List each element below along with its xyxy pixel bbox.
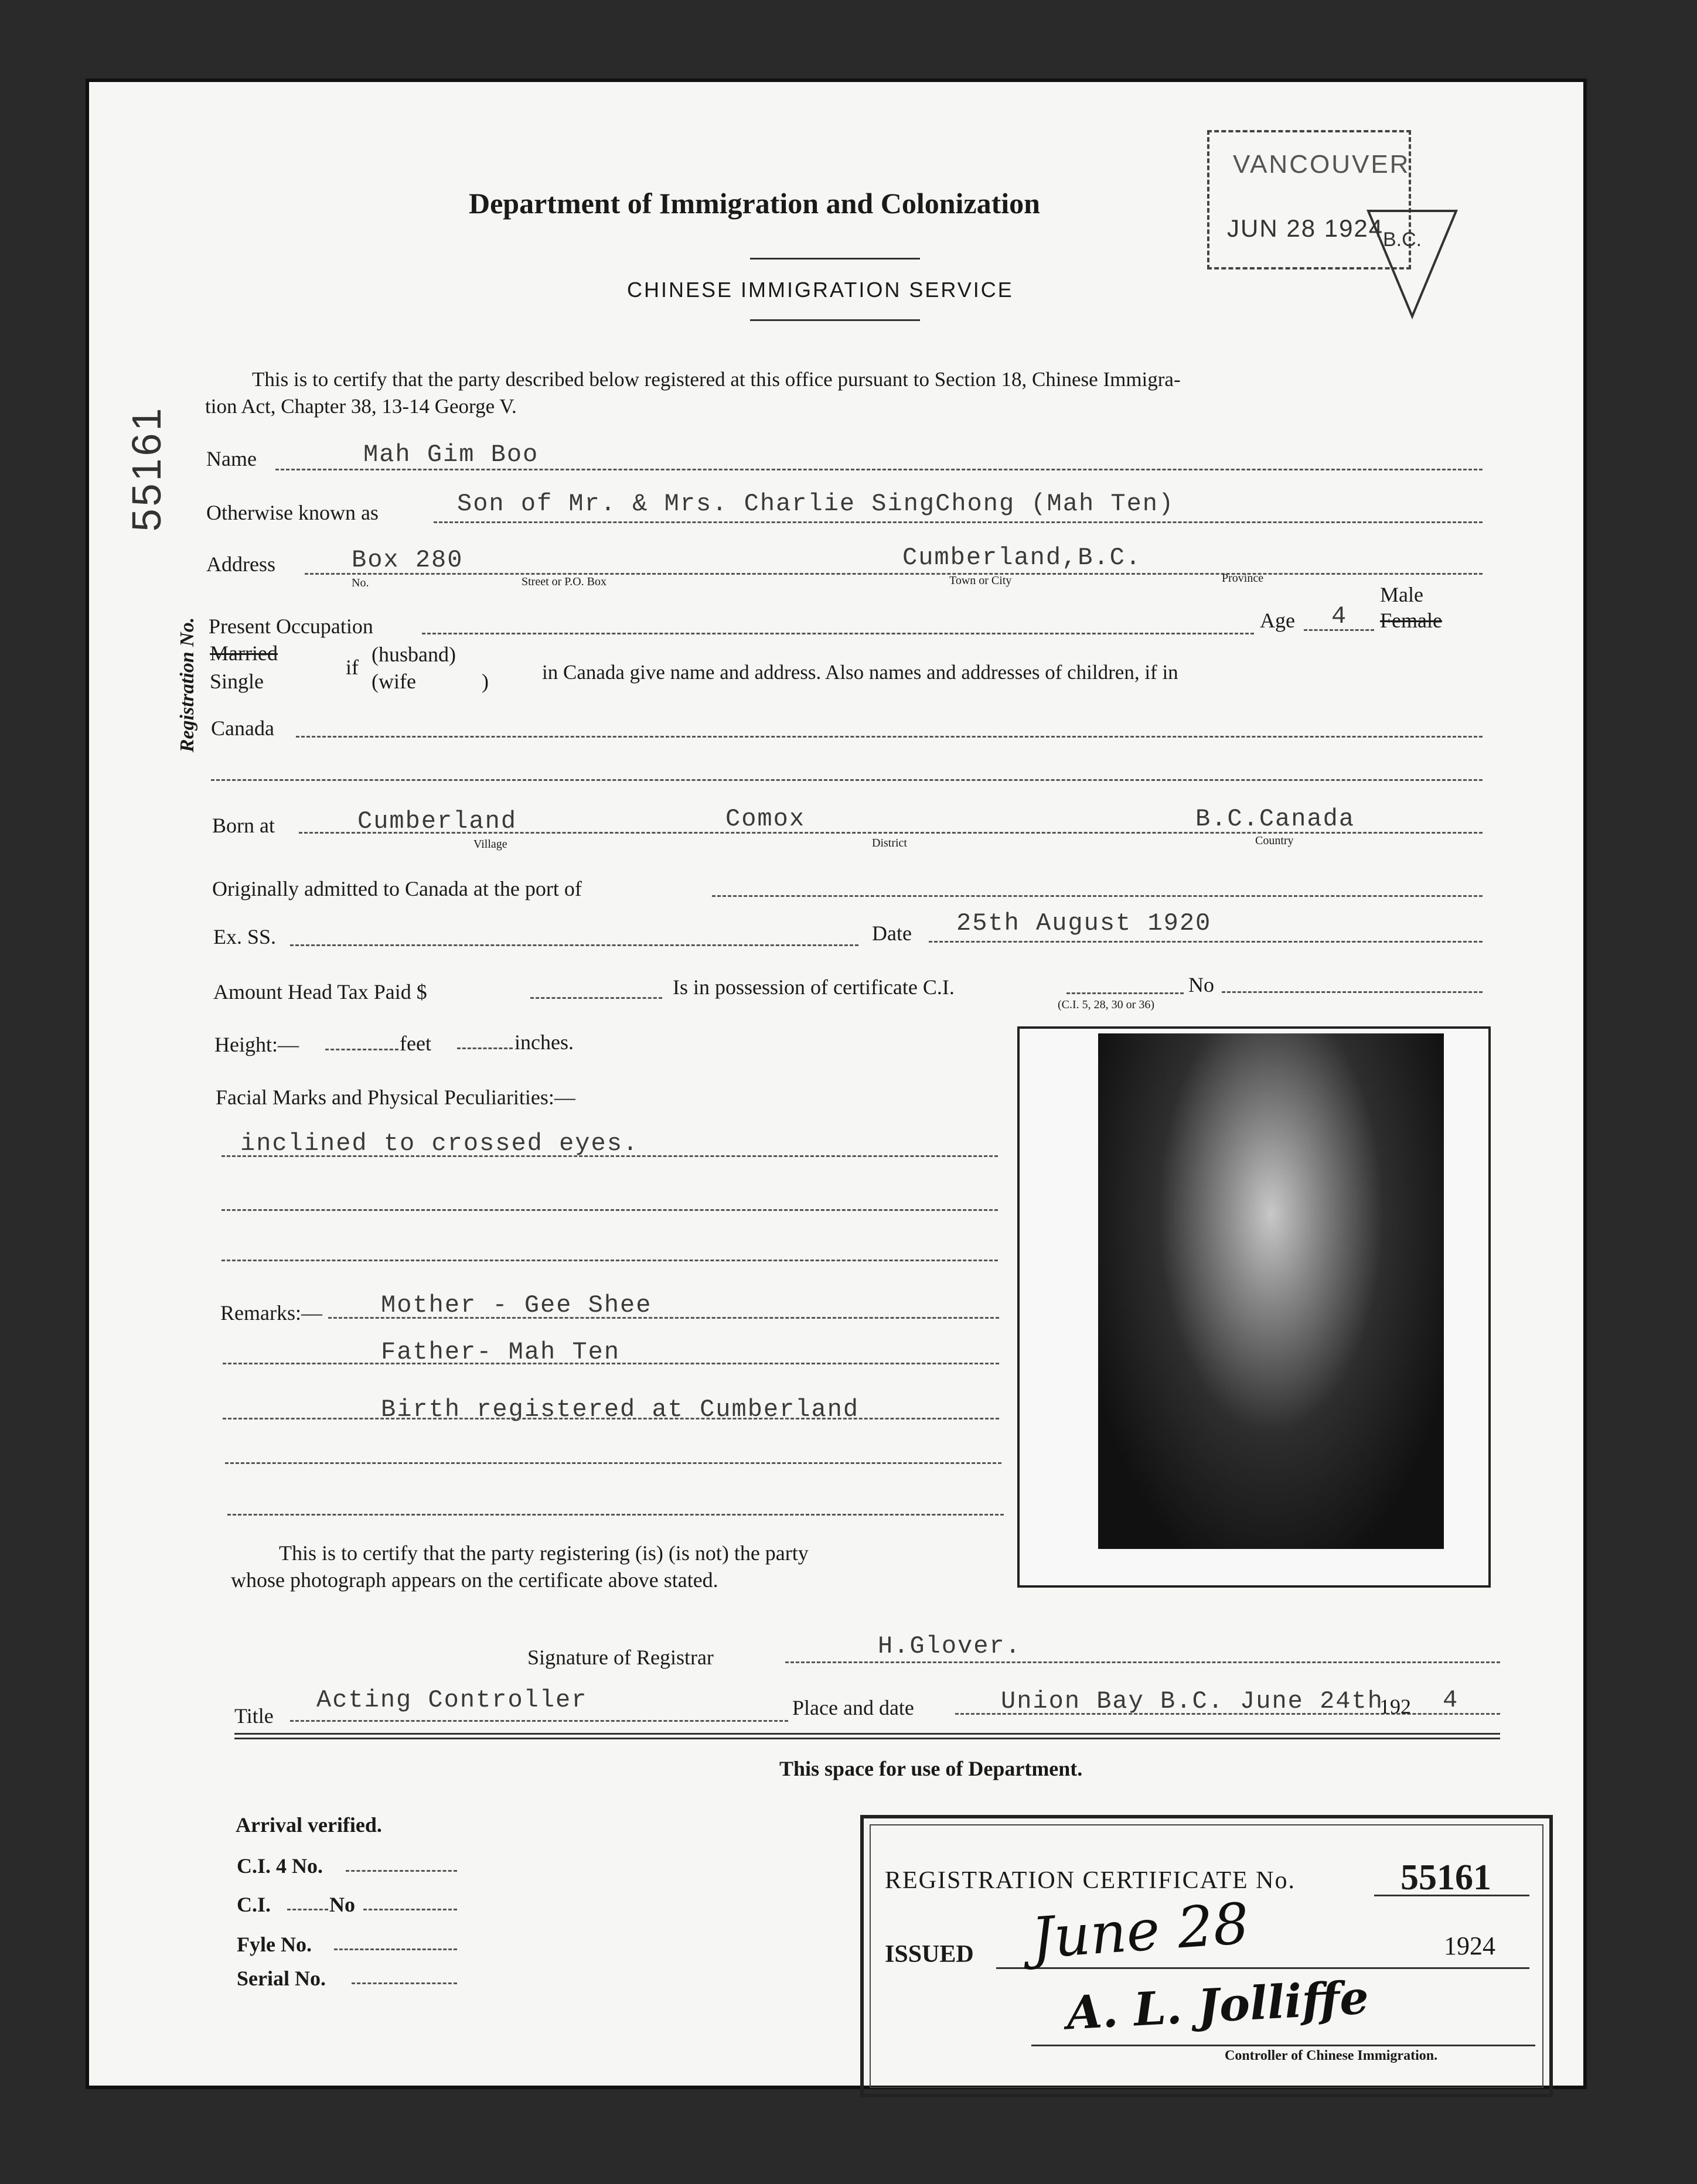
feet-label: feet: [400, 1032, 431, 1055]
husband-label: (husband): [372, 643, 456, 666]
intro-line-1: This is to certify that the party described below registered at this office pursuant to Section 18, Chinese Immigra-: [252, 368, 1181, 391]
sex-male: Male: [1380, 583, 1423, 606]
certify-line-2: whose photograph appears on the certificate above stated.: [231, 1568, 718, 1592]
place-date-value: Union Bay B.C. June 24th: [1001, 1687, 1384, 1715]
remark-line-2: [223, 1363, 999, 1364]
age-value: 4: [1331, 602, 1348, 630]
stamp-date: JUN 28 1924: [1227, 214, 1384, 242]
date-label: Date: [872, 922, 912, 945]
title-value: Acting Controller: [316, 1686, 588, 1714]
registration-no-label: Registration No.: [176, 617, 198, 753]
margin-registration-number: 55161: [124, 405, 169, 532]
place-date-label: Place and date: [792, 1696, 914, 1719]
registrar-signature-value: H.Glover.: [878, 1632, 1021, 1660]
issued-year: 1924: [1444, 1932, 1495, 1960]
married-struck: Married: [210, 641, 278, 665]
fyle-label: Fyle No.: [237, 1933, 312, 1956]
remark-line-5: [227, 1514, 1004, 1516]
admitted-line: [712, 895, 1483, 897]
year-suffix: 4: [1443, 1686, 1459, 1714]
header-rule-top: [750, 258, 920, 260]
controller-title: Controller of Chinese Immigration.: [1225, 2048, 1438, 2063]
department-title: Department of Immigration and Colonization: [469, 187, 1040, 220]
issued-date: June 28: [1029, 1890, 1252, 1971]
stamp-city: VANCOUVER: [1233, 150, 1410, 179]
reg-certificate-number: 55161: [1400, 1858, 1491, 1898]
certificate-label: Is in possession of certificate C.I.: [673, 975, 955, 999]
height-feet-line: [325, 1049, 398, 1050]
village-caption: Village: [473, 838, 507, 851]
ex-ss-line: [290, 944, 858, 946]
certify-line-1: This is to certify that the party registering (is) (is not) the party: [279, 1541, 809, 1565]
registrar-signature-label: Signature of Registrar: [527, 1646, 714, 1669]
height-label: Height:—: [214, 1033, 299, 1056]
canada-line-2: [211, 779, 1483, 781]
remark-3: Birth registered at Cumberland: [381, 1395, 860, 1424]
spouse-instruction: in Canada give name and address. Also names and addresses of children, if in: [542, 661, 1178, 684]
certificate-line: [1066, 992, 1184, 994]
name-line: [275, 469, 1483, 470]
stamp-mark: B.C.: [1383, 228, 1422, 251]
issued-label: ISSUED: [885, 1941, 974, 1968]
address-street-caption: Street or P.O. Box: [522, 575, 606, 588]
remark-line-1: [328, 1317, 999, 1319]
remarks-label: Remarks:—: [220, 1301, 322, 1325]
title-label: Title: [234, 1704, 274, 1728]
ci4-line: [346, 1870, 457, 1872]
divider-rule-2: [234, 1738, 1500, 1739]
fyle-line: [334, 1948, 457, 1950]
title-line: [290, 1720, 788, 1722]
height-inches-line: [457, 1047, 513, 1049]
reg-certificate-label: REGISTRATION CERTIFICATE No.: [885, 1867, 1296, 1894]
facial-line-2: [222, 1209, 998, 1211]
stamp-triangle-icon: [1365, 208, 1459, 325]
date-line: [929, 941, 1483, 943]
born-district-value: Comox: [725, 805, 806, 833]
head-tax-label: Amount Head Tax Paid $: [213, 980, 427, 1004]
remark-line-3: [223, 1418, 999, 1419]
remark-line-4: [225, 1462, 1001, 1464]
address-town-caption: Town or City: [949, 574, 1012, 587]
ex-ss-label: Ex. SS.: [213, 925, 277, 948]
serial-line: [352, 1982, 457, 1984]
ci4-label: C.I. 4 No.: [237, 1854, 323, 1878]
facial-label: Facial Marks and Physical Peculiarities:—: [216, 1086, 575, 1109]
name-label: Name: [206, 447, 257, 470]
facial-value: inclined to crossed eyes.: [240, 1129, 639, 1158]
occupation-label: Present Occupation: [209, 615, 373, 638]
header-rule-bottom: [750, 319, 920, 321]
intro-line-2: tion Act, Chapter 38, 13-14 George V.: [205, 395, 517, 418]
canada-label: Canada: [211, 716, 274, 740]
address-province-caption: Province: [1222, 572, 1264, 585]
certificate-no-label: No: [1188, 973, 1214, 997]
wife-label: (wife: [372, 670, 416, 693]
wife-close-paren: ): [482, 670, 489, 693]
facial-line-1: [222, 1155, 998, 1157]
year-prefix: 192: [1379, 1695, 1411, 1718]
occupation-line: [422, 633, 1254, 634]
born-village-value: Cumberland: [357, 807, 517, 835]
controller-signature: A. L. Jolliffe: [1065, 1971, 1370, 2040]
ci-no-line: [363, 1909, 457, 1910]
address-no-caption: No.: [352, 576, 369, 589]
inches-label: inches.: [514, 1030, 574, 1054]
facial-line-3: [222, 1260, 998, 1261]
otherwise-line: [434, 521, 1483, 523]
name-value: Mah Gim Boo: [363, 441, 539, 469]
date-value: 25th August 1920: [956, 909, 1212, 937]
otherwise-value: Son of Mr. & Mrs. Charlie SingChong (Mah Ten): [457, 490, 1175, 518]
country-caption: Country: [1255, 834, 1294, 847]
ci-line: [287, 1909, 328, 1910]
otherwise-label: Otherwise known as: [206, 501, 379, 524]
if-label: if: [346, 656, 359, 679]
divider-rule-1: [234, 1733, 1500, 1735]
ci-label: C.I.: [237, 1893, 271, 1916]
district-caption: District: [872, 837, 907, 849]
single-label: Single: [210, 670, 264, 693]
certificate-no-line: [1222, 991, 1483, 993]
applicant-photograph: [1098, 1033, 1444, 1549]
ci-no-label: No: [329, 1893, 355, 1916]
address-label: Address: [206, 552, 275, 576]
registrar-signature-line: [785, 1661, 1500, 1663]
address-line: [305, 573, 1483, 575]
address-box-value: Box 280: [352, 546, 464, 574]
remark-1: Mother - Gee Shee: [381, 1291, 652, 1319]
born-label: Born at: [212, 814, 275, 837]
canada-line-1: [296, 736, 1483, 738]
controller-signature-line: [1031, 2045, 1535, 2046]
age-label: Age: [1260, 609, 1295, 632]
remark-2: Father- Mah Ten: [381, 1338, 621, 1366]
sex-female-struck: Female: [1380, 609, 1442, 632]
serial-label: Serial No.: [237, 1967, 326, 1990]
admitted-label: Originally admitted to Canada at the port of: [212, 877, 582, 900]
certificate-note: (C.I. 5, 28, 30 or 36): [1058, 998, 1154, 1011]
born-country-value: B.C.Canada: [1195, 805, 1355, 833]
address-city-value: Cumberland,B.C.: [902, 544, 1142, 572]
head-tax-line: [530, 997, 662, 999]
department-space-label: This space for use of Department.: [779, 1757, 1083, 1780]
service-title: CHINESE IMMIGRATION SERVICE: [627, 278, 1014, 302]
arrival-verified-label: Arrival verified.: [236, 1813, 382, 1837]
